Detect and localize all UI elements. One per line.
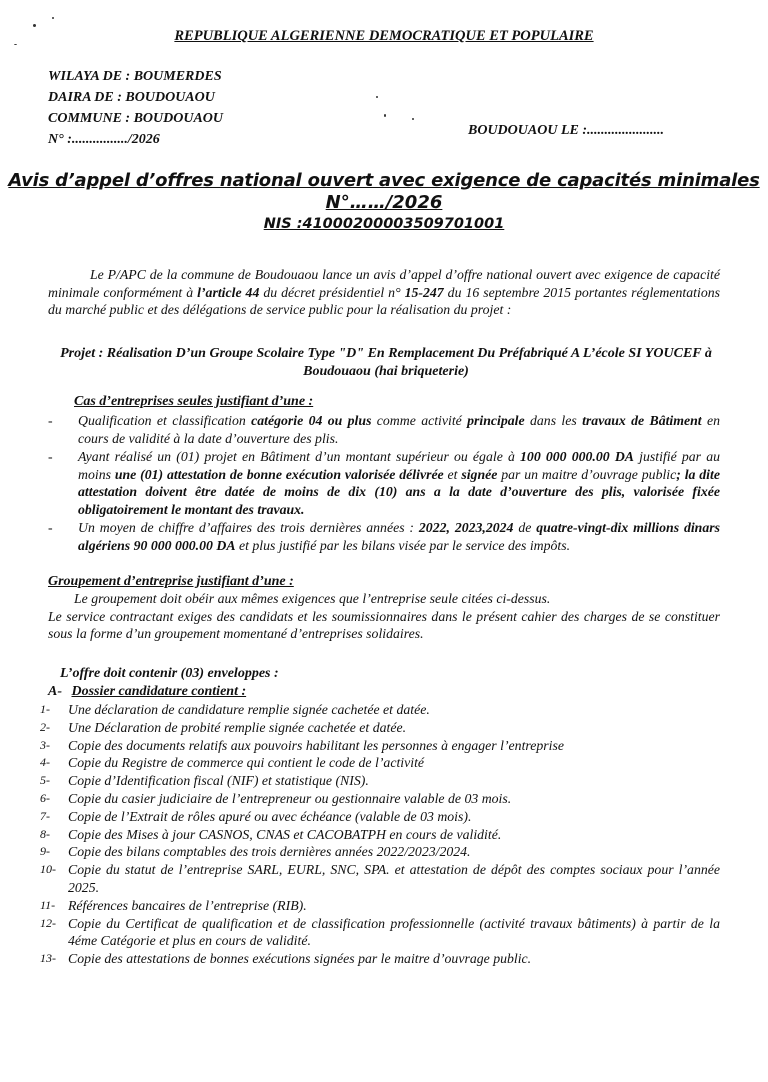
- list-item: - Un moyen de chiffre d’affaires des trois dernières années : 2022, 2023,2024 de quatre-vingt-dix millions dinars algériens 90 000 000.00 DA et plus justifié par les bilans visée par le service des impôts.: [48, 520, 720, 553]
- date-line: BOUDOUAOU LE :......................: [468, 123, 664, 138]
- item-text: Copie d’Identification fiscal (NIF) et statistique (NIS).: [68, 773, 369, 789]
- list-item: [40, 808, 720, 826]
- list-item: [40, 843, 720, 861]
- title-block: [0, 170, 768, 232]
- groupement-p2: Le service contractant exiges des candidats et les soumissionnaires dans le présent cahier des charges de se constituer sous la forme d’un groupement momentané d’entreprises solidaires.: [48, 608, 720, 641]
- list-item: [40, 701, 720, 719]
- scan-speck: [376, 96, 378, 98]
- item-text: Une déclaration de candidature remplie signée cachetée et datée.: [68, 702, 430, 717]
- list-item: [40, 719, 720, 737]
- item-text: Références bancaires de l’entreprise (RIB).: [68, 897, 307, 913]
- groupement-heading: Groupement d’entreprise justifiant d’une :: [48, 574, 294, 589]
- list-item: [40, 772, 720, 790]
- republic-header: REPUBLIQUE ALGERIENNE DEMOCRATIQUE ET POPULAIRE: [174, 28, 594, 44]
- item-text: Copie des Mises à jour CASNOS, CNAS et CACOBATPH en cours de validité.: [68, 826, 502, 842]
- item-number: 3-: [40, 737, 50, 752]
- wilaya-line: WILAYA DE : BOUMERDES: [48, 69, 222, 84]
- list-item: [40, 790, 720, 808]
- item-number: 10-: [40, 862, 56, 877]
- dossier-candidature-list: [40, 701, 720, 968]
- entreprise-seule-section: [48, 394, 720, 555]
- item-number: 9-: [40, 844, 50, 859]
- nis-number: NIS :41000200003509701001: [263, 216, 505, 232]
- item-text: Copie du Certificat de qualification et de classification professionnelle (activité travaux bâtiments) à partir de la 4éme Catégorie et plus en cours de validité.: [68, 915, 720, 949]
- list-item: - Ayant réalisé un (01) projet en Bâtiment d’un montant supérieur ou égale à 100 000 000.00 DA justifié par au moins une (01) attestation de bonne exécution valorisée délivrée et signée par un maitre d’ouvrage public; la dite attestation doivent être datée de moins de dix (10) ans a la date d’ouverture des plis, valorisée fixée obligatoirement le montant des travaux.: [48, 449, 720, 517]
- scan-speck: [412, 118, 414, 120]
- entreprise-seule-list: [48, 412, 720, 554]
- item-text: Copie de l’Extrait de rôles apuré ou avec échéance (valable de 03 mois).: [68, 808, 472, 824]
- item-text: Copie des documents relatifs aux pouvoirs habilitant les personnes à engager l’entreprise: [68, 737, 564, 753]
- item-number: 4-: [40, 755, 50, 770]
- item-text: Copie du Registre de commerce qui contient le code de l’activité: [68, 755, 425, 771]
- list-item: [40, 861, 720, 897]
- offre-heading: L’offre doit contenir (03) enveloppes :: [60, 666, 279, 681]
- dossier-candidature-heading: A- Dossier candidature contient :: [48, 684, 247, 699]
- list-item: [40, 915, 720, 951]
- item-number: 7-: [40, 808, 50, 823]
- groupement-section: [48, 574, 720, 643]
- commune-line: COMMUNE : BOUDOUAOU: [48, 111, 224, 126]
- groupement-p1: Le groupement doit obéir aux mêmes exigences que l’entreprise seule citées ci-dessus.: [74, 591, 551, 606]
- item-text: Une Déclaration de probité remplie signée cachetée et datée.: [68, 719, 407, 735]
- list-item: [40, 950, 720, 968]
- entreprise-seule-heading: Cas d’entreprises seules justifiant d’une :: [74, 394, 314, 409]
- offre-section: [40, 665, 720, 968]
- scan-speck: [33, 24, 36, 27]
- item-text: Copie du casier judiciaire de l’entrepreneur ou gestionnaire valable de 03 mois.: [68, 790, 512, 806]
- intro-paragraph: Le P/APC de la commune de Boudouaou lance un avis d’appel d’offre national ouvert avec exigence de capacité minimale conformément à l’article 44 du décret présidentiel n° 15-247 du 16 septembre 2015 portantes réglementations du marché public et des délégations de service public pour la réalisation du projet :: [48, 267, 720, 317]
- page-title: Avis d’appel d’offres national ouvert avec exigence de capacités minimales: [8, 170, 760, 191]
- scan-speck: [384, 114, 386, 117]
- item-number: 11-: [40, 897, 56, 912]
- title-number: N°……/2026: [325, 192, 443, 213]
- scan-speck: [52, 17, 54, 19]
- list-item: [40, 826, 720, 844]
- item-text: Copie du statut de l’entreprise SARL, EURL, SNC, SPA. et attestation de dépôt des comptes sociaux pour l’année 2025.: [68, 862, 720, 895]
- item-number: 13-: [40, 951, 56, 966]
- item-number: 12-: [40, 915, 56, 930]
- list-item: [40, 897, 720, 915]
- item-number: 8-: [40, 826, 50, 841]
- list-item: - Qualification et classification catégorie 04 ou plus comme activité principale dans les travaux de Bâtiment en cours de validité à la date d’ouverture des plis.: [48, 413, 721, 446]
- list-item: [40, 754, 720, 772]
- item-number: 2-: [40, 719, 50, 734]
- item-number: 5-: [40, 773, 50, 788]
- item-number: 6-: [40, 790, 50, 805]
- daira-line: DAIRA DE : BOUDOUAOU: [48, 90, 215, 105]
- numero-line: N° :................/2026: [48, 132, 160, 147]
- admin-block: [48, 66, 223, 150]
- list-item: [40, 737, 720, 755]
- item-number: 1-: [40, 702, 50, 716]
- item-text: Copie des attestations de bonnes exécutions signées par le maitre d’ouvrage public.: [68, 951, 532, 967]
- projet-title: Projet : Réalisation D’un Groupe Scolaire Type "D" En Remplacement Du Préfabriqué A L’école SI YOUCEF à Boudouaou (hai briqueterie): [60, 346, 712, 379]
- item-text: Copie des bilans comptables des trois dernières années 2022/2023/2024.: [68, 844, 471, 860]
